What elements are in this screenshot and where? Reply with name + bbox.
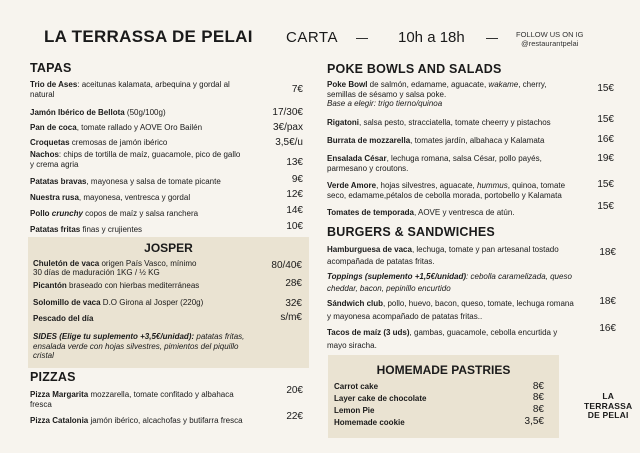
menu-item: Jamón Ibérico de Bellota (50g/100g) (30, 108, 166, 117)
menu-item: Tomates de temporada, AOVE y ventresca de atún. (327, 208, 515, 217)
item-price: 22€ (286, 411, 303, 422)
menu-item: Poke Bowl de salmón, edamame, aguacate, wakame, cherry, semillas de sésamo y salsa poke. Base a elegir: trigo tierno/quinoa (327, 80, 547, 108)
josper-sides: SIDES (Elige tu suplemento +3,5€/unidad): patatas fritas, ensalada verde con hojas silvestres, pimientos del piquillo cristal (33, 332, 245, 360)
menu-item: Sándwich club, pollo, huevo, bacon, queso, tomate, lechuga romana y mayonesa acompañado de patatas fritas.. (327, 299, 574, 321)
item-price: 3,5€ (524, 416, 544, 427)
menu-item: Croquetas cremosas de jamón ibérico (30, 138, 168, 147)
menu-item: Carrot cake (334, 382, 379, 391)
menu-item: Burrata de mozzarella, tomates jardín, albahaca y Kalamata (327, 136, 545, 145)
item-price: 18€ (599, 296, 616, 307)
item-price: 80/40€ (271, 260, 302, 271)
menu-item: Pescado del día (33, 314, 94, 323)
item-price: 8€ (532, 381, 544, 392)
instagram-info (516, 30, 584, 48)
item-price: 3,5€/u (275, 137, 303, 148)
menu-header (0, 0, 640, 56)
logo-line: DE PELAI (587, 410, 629, 420)
item-price: 10€ (286, 221, 303, 232)
follow-label: FOLLOW US ON IG (516, 30, 584, 39)
menu-item: Ensalada César, lechuga romana, salsa César, pollo payés, parmesano y croutons. (327, 154, 542, 173)
menu-item: Trio de Ases: aceitunas kalamata, arbequina y gordal al natural (30, 80, 230, 99)
brand-title: LA TERRASSA DE PELAI (44, 27, 253, 46)
menu-item: Nachos: chips de tortilla de maíz, guacamole, pico de gallo y crema agria (30, 150, 241, 169)
item-price: 28€ (285, 278, 302, 289)
item-price: 7€ (291, 84, 303, 95)
menu-item: Patatas bravas, mayonesa y salsa de tomate picante (30, 177, 221, 186)
divider-dash (486, 38, 498, 39)
toppings: Toppings (suplemento +1,5€/unidad): cebolla caramelizada, queso cheddar, bacon, pepinillo encurtido (327, 272, 572, 293)
divider-dash (356, 38, 368, 39)
item-price: 16€ (597, 134, 614, 145)
item-price: 8€ (532, 392, 544, 403)
item-price: 19€ (597, 153, 614, 164)
item-price: 18€ (599, 247, 616, 258)
logo-line: TERRASSA (584, 400, 633, 411)
item-price: 16€ (599, 323, 616, 334)
item-price: 13€ (286, 157, 303, 168)
menu-item: Tacos de maíz (3 uds), gambas, guacamole, cebolla encurtida y mayo siracha. (327, 328, 558, 350)
menu-item: Pizza Catalonia jamón ibérico, alcachofas y butifarra fresca (30, 416, 243, 425)
menu-item: Picantón braseado con hierbas mediterráneas (33, 281, 200, 290)
logo-line: LA (602, 391, 615, 401)
menu-item: Solomillo de vaca D.O Girona al Josper (220g) (33, 298, 204, 307)
item-price: 14€ (286, 205, 303, 216)
menu-item: Layer cake de chocolate (334, 394, 427, 403)
menu-item: Rigatoni, salsa pesto, stracciatella, tomate cheerry y pistachos (327, 118, 551, 127)
restaurant-logo (584, 392, 632, 421)
carta-label: CARTA (286, 29, 338, 46)
instagram-handle[interactable]: @restaurantpelai (521, 39, 579, 48)
item-price: 20€ (286, 385, 303, 396)
item-price: 15€ (597, 114, 614, 125)
josper-title: JOSPER (144, 241, 193, 255)
item-price: s/m€ (280, 312, 302, 323)
menu-item: Pollo crunchy copos de maíz y salsa ranchera (30, 209, 199, 218)
poke-title: POKE BOWLS AND SALADS (327, 62, 502, 76)
menu-item: Homemade cookie (334, 418, 405, 427)
burgers-title: BURGERS & SANDWICHES (327, 225, 495, 239)
pastries-title: HOMEMADE PASTRIES (376, 363, 511, 377)
item-price: 15€ (597, 201, 614, 212)
menu-item: Hamburguesa de vaca, lechuga, tomate y pan artesanal tostado acompañada de patatas fritas. (327, 245, 559, 266)
menu-item: Pizza Margarita mozzarella, tomate confitado y albahaca fresca (30, 390, 234, 409)
menu-item: Nuestra rusa, mayonesa, ventresca y gordal (30, 193, 191, 202)
menu-item: Verde Amore, hojas silvestres, aguacate, hummus, quinoa, tomate seco, edamame,pétalos de cebolla morada, portobello y Kalamata (327, 181, 566, 200)
item-price: 15€ (597, 179, 614, 190)
item-price: 32€ (285, 298, 302, 309)
menu-item: Patatas fritas finas y crujientes (30, 225, 143, 234)
item-price: 8€ (532, 404, 544, 415)
item-price: 15€ (597, 83, 614, 94)
menu-item: Pan de coca, tomate rallado y AOVE Oro Bailén (30, 123, 203, 132)
item-price: 9€ (291, 174, 303, 185)
menu-item: Lemon Pie (334, 406, 375, 415)
item-price: 3€/pax (272, 122, 303, 133)
tapas-title: TAPAS (30, 61, 72, 75)
pizzas-title: PIZZAS (30, 370, 76, 384)
item-price: 17/30€ (272, 107, 303, 118)
opening-hours: 10h a 18h (398, 29, 465, 46)
menu-item: Chuletón de vaca origen País Vasco, mínimo 30 días de maduración 1KG / ½ KG (33, 259, 197, 277)
item-price: 12€ (286, 189, 303, 200)
